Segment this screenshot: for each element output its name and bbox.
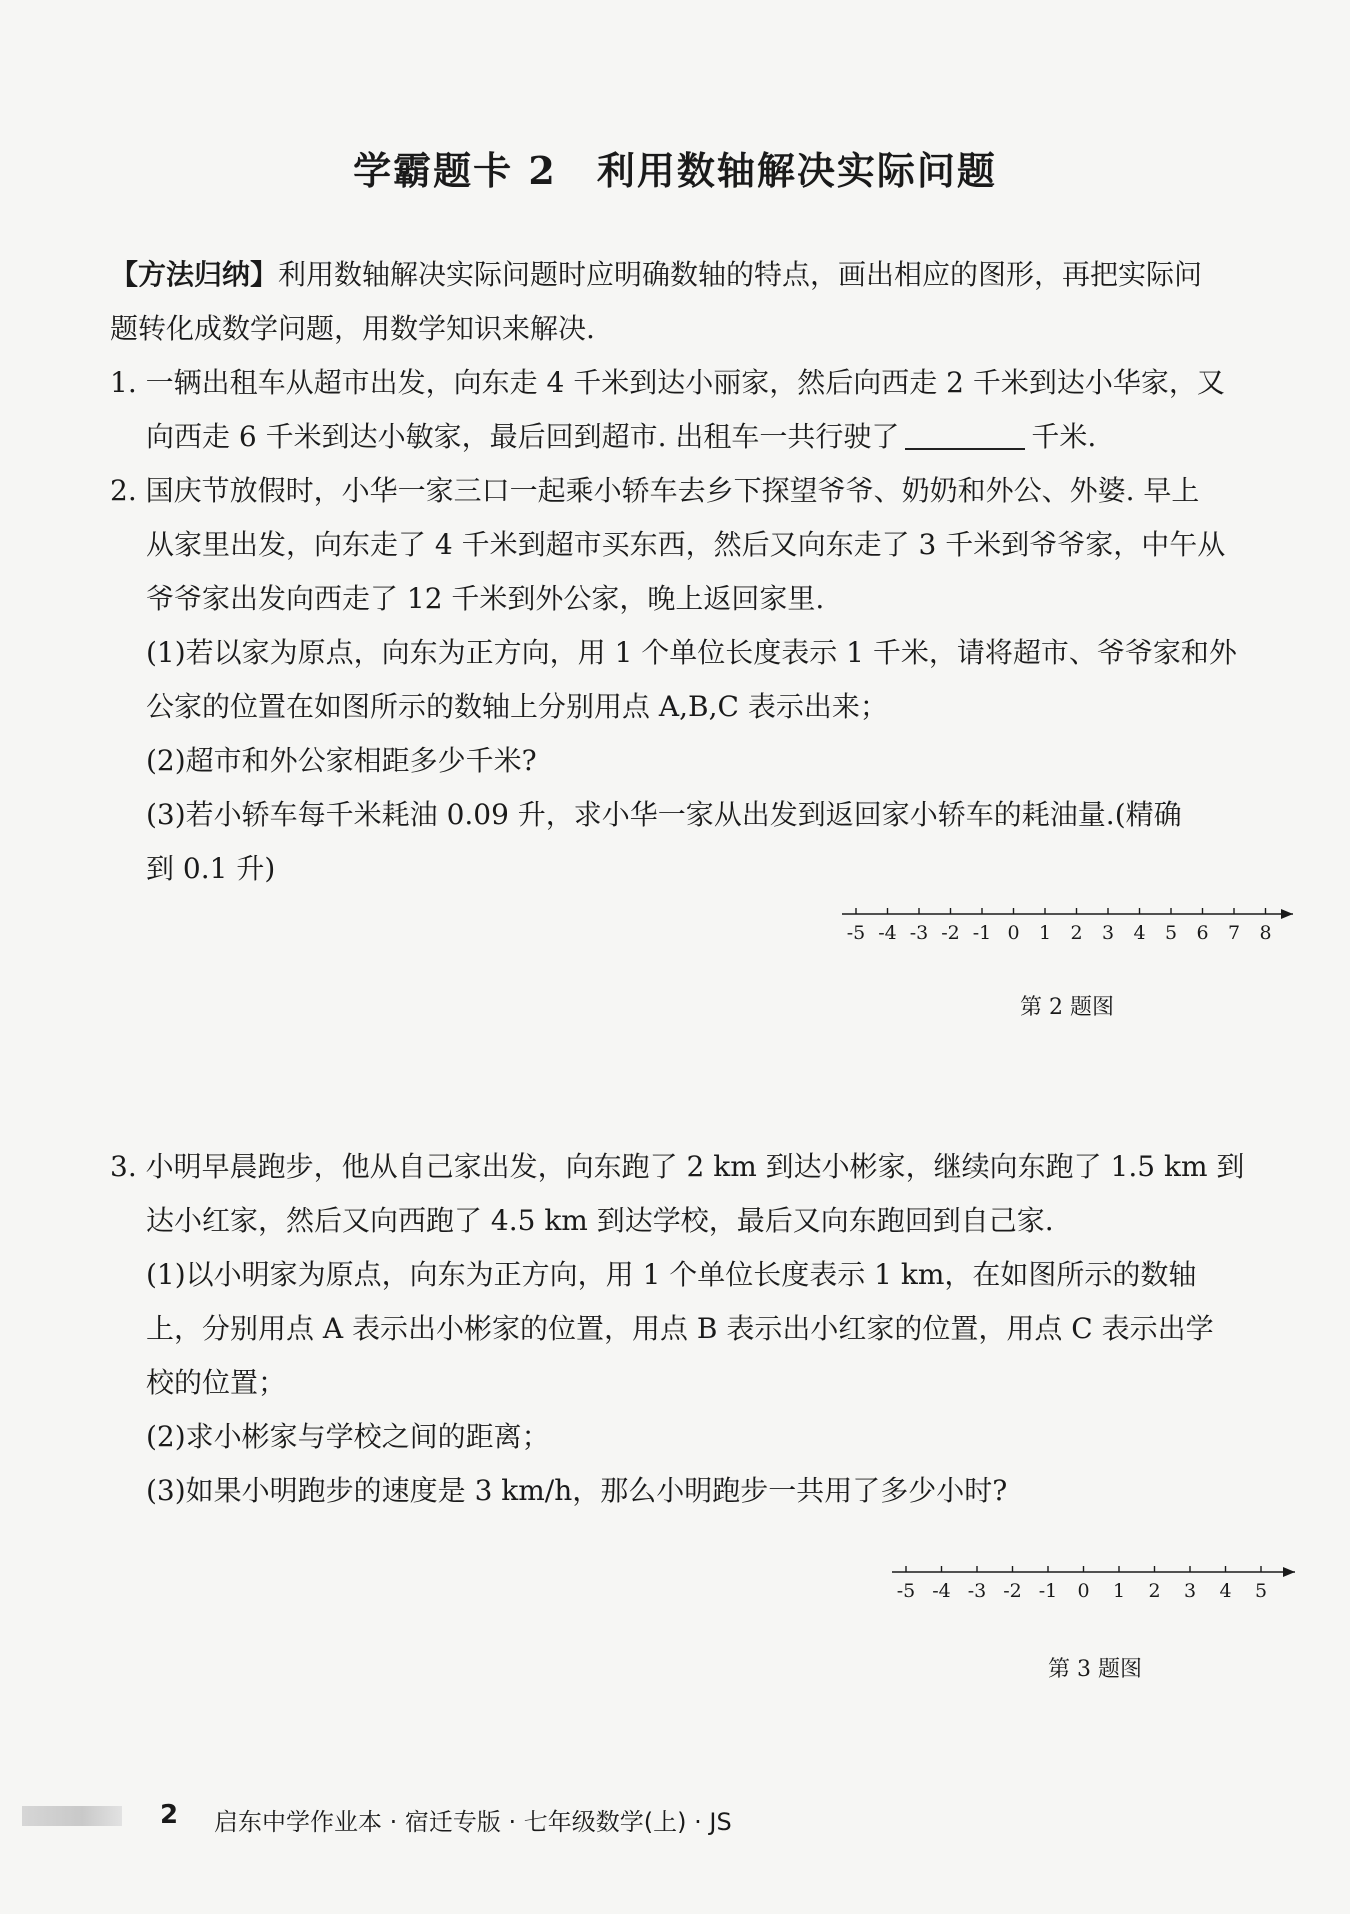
axis-arrow: [1283, 1567, 1295, 1577]
axis-tick-label: 3: [1183, 1580, 1197, 1602]
q3-sub3: (3)如果小明跑步的速度是 3 km/h，那么小明跑步一共用了多少小时?: [146, 1474, 1008, 1507]
q3-sub1-line2: 上，分别用点 A 表示出小彬家的位置，用点 B 表示出小红家的位置，用点 C 表示出学: [146, 1312, 1214, 1345]
axis-tick-label: 1: [1112, 1580, 1126, 1602]
axis-tick-label: -5: [846, 922, 866, 944]
q3-line2: 达小红家，然后又向西跑了 4.5 km 到达学校，最后又向东跑回到自己家.: [146, 1204, 1054, 1237]
axis-tick-label: 5: [1164, 922, 1178, 944]
method-text-line2: 题转化成数学问题，用数学知识来解决.: [110, 312, 595, 345]
q2-sub3-line2: 到 0.1 升): [146, 852, 276, 885]
q2-sub3-line1: (3)若小轿车每千米耗油 0.09 升，求小华一家从出发到返回家小轿车的耗油量.(精确: [146, 798, 1182, 831]
axis-arrow: [1281, 909, 1293, 919]
axis-tick-label: -1: [1038, 1580, 1058, 1602]
question-3: [110, 1140, 1300, 1518]
page-footer: [0, 1800, 1350, 1840]
axis-tick-label: -3: [967, 1580, 987, 1602]
q3-sub1-line3: 校的位置；: [146, 1366, 287, 1399]
page-title: 学霸题卡 2 利用数轴解决实际问题: [353, 148, 997, 193]
q2-line1: 2. 国庆节放假时，小华一家三口一起乘小轿车去乡下探望爷爷、奶奶和外公、外婆. 早上: [110, 474, 1200, 507]
figure-caption-q3: 第 3 题图: [1048, 1657, 1142, 1682]
method-summary: [110, 248, 1300, 356]
footer-bar: [22, 1806, 122, 1826]
axis-tick-label: 5: [1254, 1580, 1268, 1602]
axis-tick-label: 8: [1259, 922, 1272, 944]
q2-sub2: (2)超市和外公家相距多少千米?: [146, 744, 537, 777]
q3-line1: 3. 小明早晨跑步，他从自己家出发，向东跑了 2 km 到达小彬家，继续向东跑了 1.5 km 到: [110, 1150, 1245, 1183]
q1-line1: 1. 一辆出租车从超市出发，向东走 4 千米到达小丽家，然后向西走 2 千米到达小华家，又: [110, 366, 1225, 399]
method-tag: 【方法归纳】: [110, 258, 279, 291]
number-line-q2: [838, 902, 1298, 952]
axis-tick-label: 3: [1101, 922, 1115, 944]
q1-line2b: 千米.: [1031, 420, 1097, 453]
method-text-line1: 利用数轴解决实际问题时应明确数轴的特点，画出相应的图形，再把实际问: [278, 258, 1203, 291]
q2-line2: 从家里出发，向东走了 4 千米到超市买东西，然后又向东走了 3 千米到爷爷家，中午从: [146, 528, 1226, 561]
axis-tick-label: -4: [932, 1580, 951, 1602]
axis-tick-label: 4: [1219, 1580, 1232, 1602]
question-1: [110, 356, 1300, 464]
axis-tick-label: -2: [1003, 1580, 1022, 1602]
q1-line2a: 向西走 6 千米到达小敏家，最后回到超市. 出租车一共行驶了: [146, 420, 900, 453]
axis-tick-label: -4: [878, 922, 897, 944]
axis-tick-label: -3: [909, 922, 929, 944]
q3-sub1-line1: (1)以小明家为原点，向东为正方向，用 1 个单位长度表示 1 km，在如图所示的数轴: [146, 1258, 1197, 1291]
page-number: 2: [160, 1800, 179, 1830]
axis-tick-label: 2: [1148, 1580, 1161, 1602]
figure-caption-q2: 第 2 题图: [1020, 995, 1114, 1020]
question-2: [110, 464, 1300, 896]
axis-tick-label: 1: [1038, 922, 1052, 944]
axis-tick-label: 6: [1196, 922, 1209, 944]
q3-sub2: (2)求小彬家与学校之间的距离；: [146, 1420, 550, 1453]
answer-blank[interactable]: [905, 418, 1025, 450]
axis-tick-label: -1: [972, 922, 992, 944]
axis-tick-label: 7: [1227, 922, 1241, 944]
q2-sub1-line1: (1)若以家为原点，向东为正方向，用 1 个单位长度表示 1 千米，请将超市、爷爷家和外: [146, 636, 1237, 669]
number-line-q3: [890, 1560, 1300, 1610]
axis-tick-label: -2: [941, 922, 960, 944]
axis-tick-label: 4: [1133, 922, 1146, 944]
axis-tick-label: 2: [1070, 922, 1083, 944]
axis-tick-label: 0: [1007, 922, 1020, 944]
axis-tick-label: -5: [896, 1580, 916, 1602]
q2-line3: 爷爷家出发向西走了 12 千米到外公家，晚上返回家里.: [146, 582, 825, 615]
q2-sub1-line2: 公家的位置在如图所示的数轴上分别用点 A,B,C 表示出来；: [146, 690, 888, 723]
axis-tick-label: 0: [1077, 1580, 1090, 1602]
book-title: 启东中学作业本 · 宿迁专版 · 七年级数学(上) · JS: [214, 1808, 732, 1836]
